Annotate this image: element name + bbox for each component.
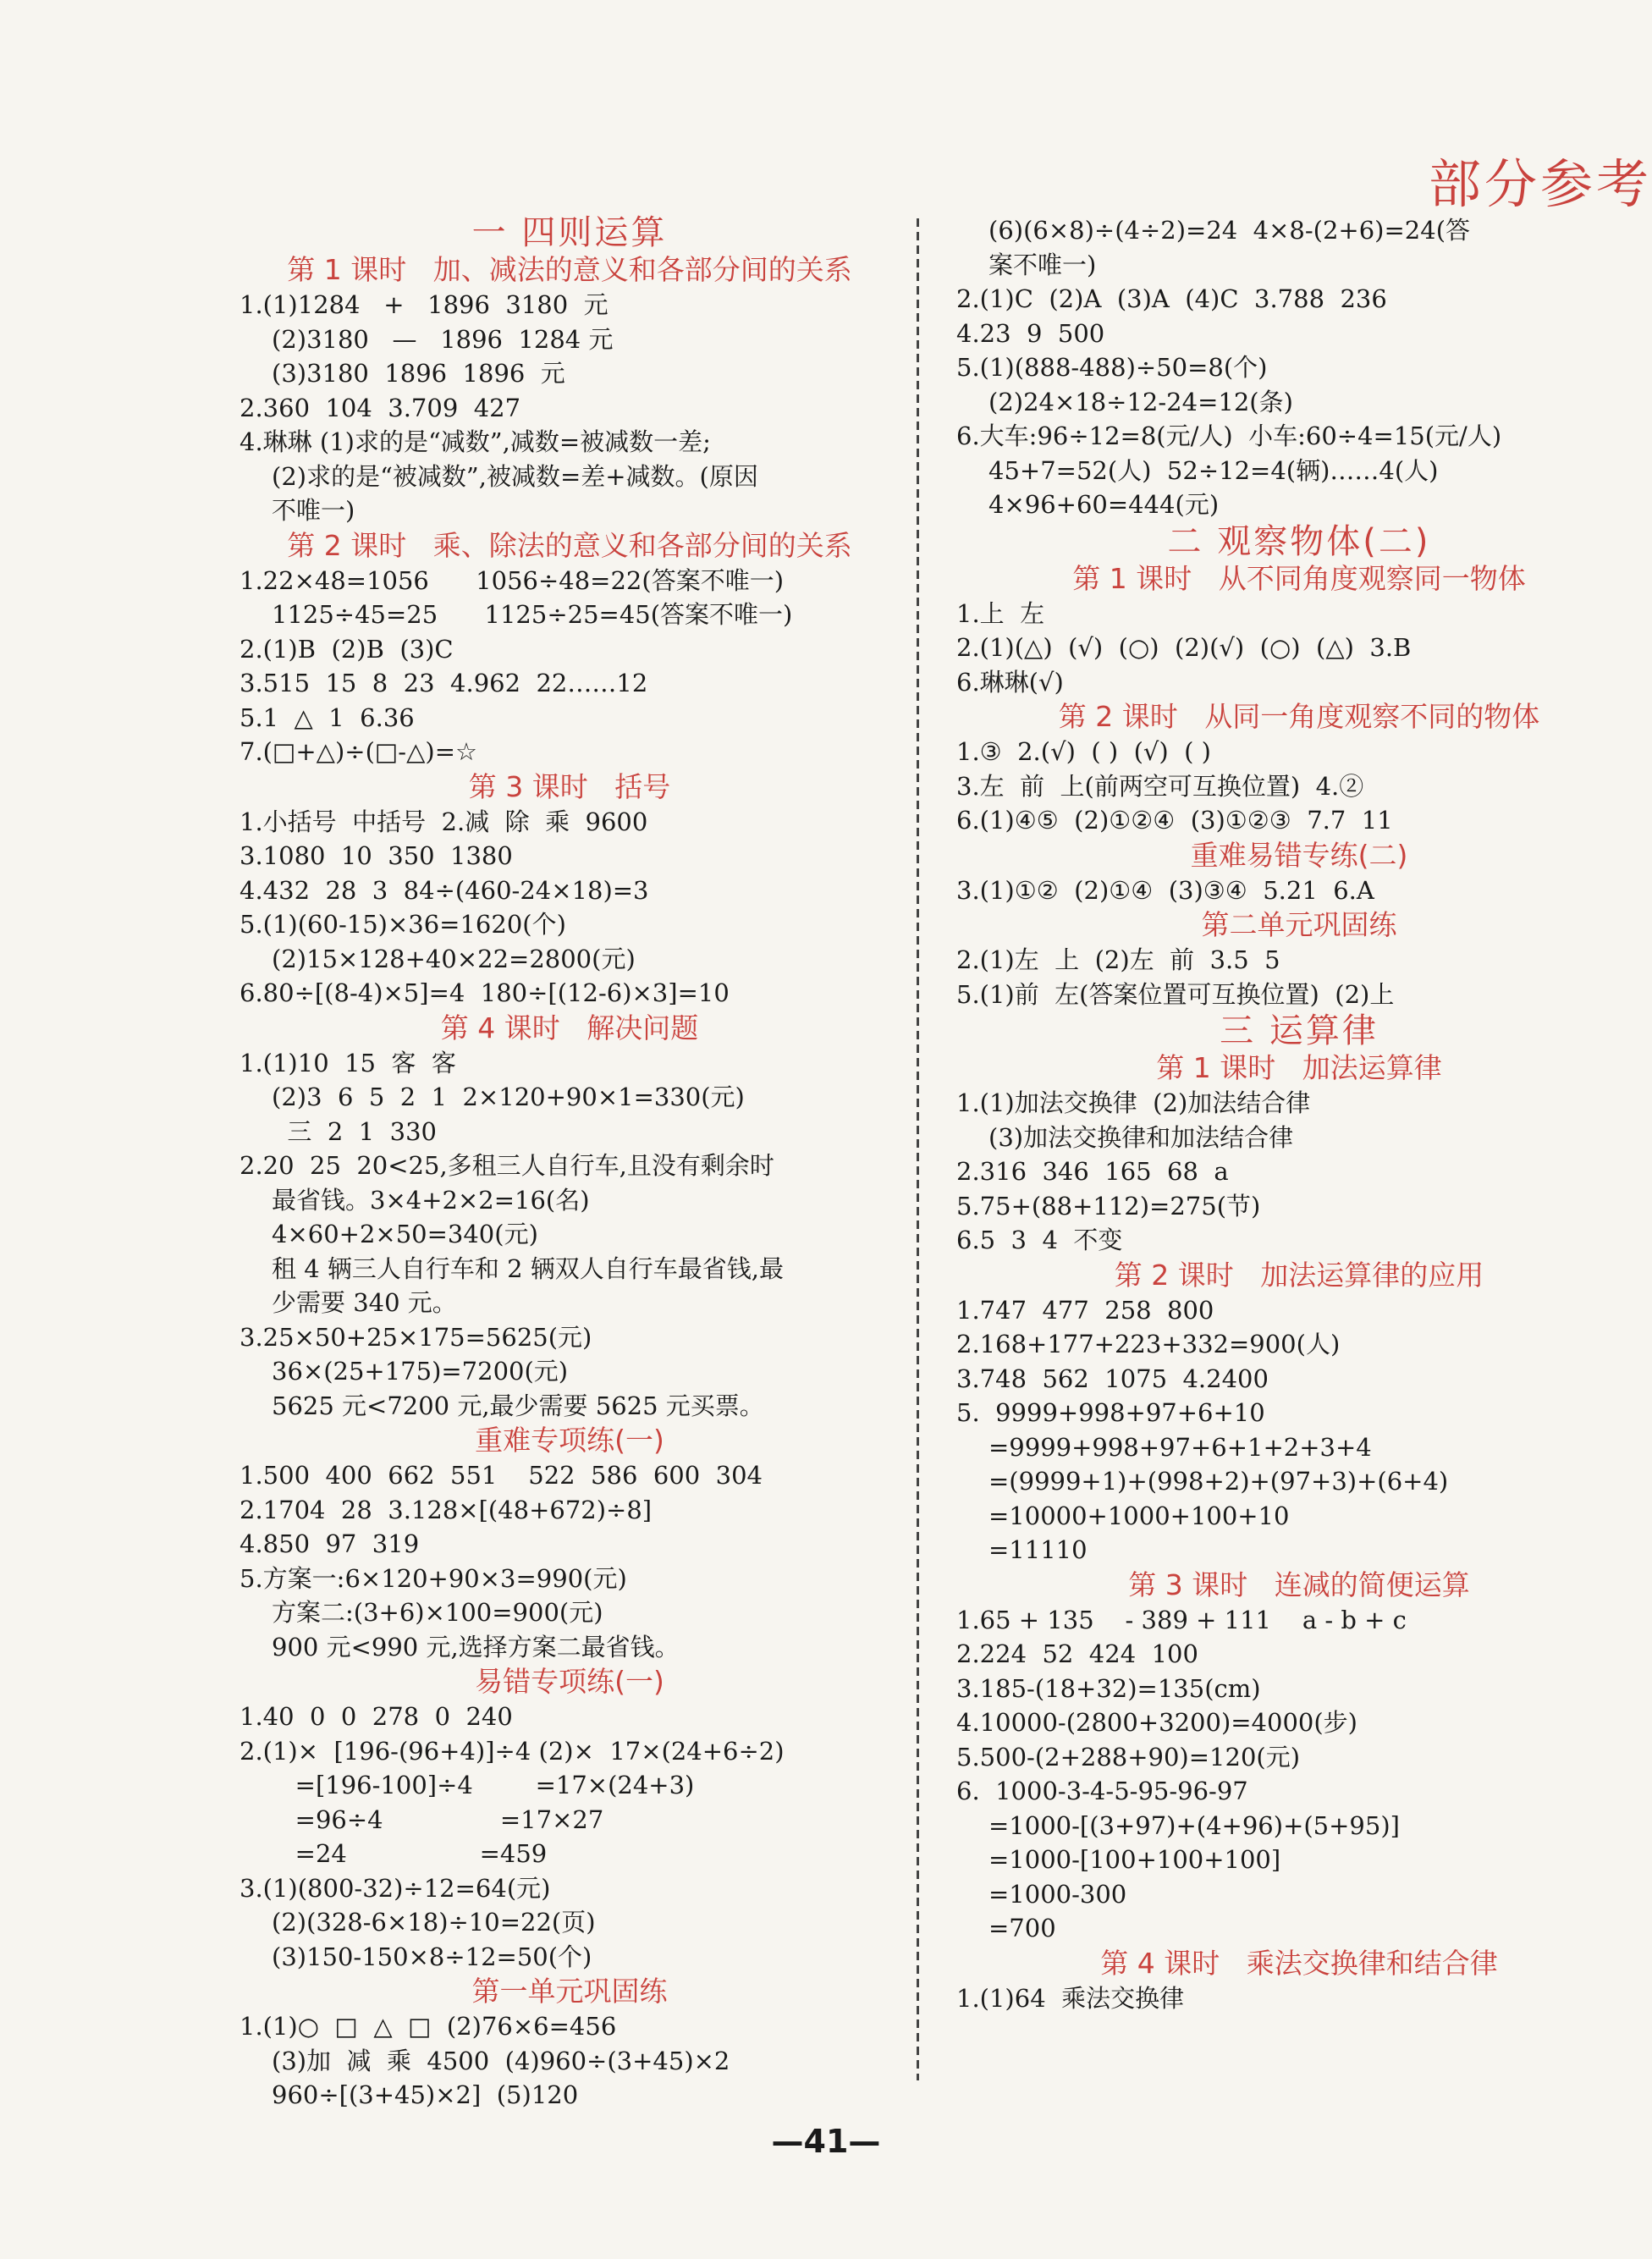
answer-line: 3.左 前 上(前两空可互换位置) 4.② bbox=[956, 771, 1364, 801]
answer-line: 36×(25+175)=7200(元) bbox=[272, 1357, 569, 1386]
lesson-heading: 重难专项练(一) bbox=[475, 1424, 664, 1457]
answer-line: 6. 1000-3-4-5-95-96-97 bbox=[956, 1777, 1248, 1805]
left-column bbox=[240, 213, 900, 2113]
answer-line: 2.(1)左 上 (2)左 前 3.5 5 bbox=[956, 945, 1280, 974]
answer-line: =10000+1000+100+10 bbox=[988, 1501, 1290, 1530]
answer-line: (3)加 减 乘 4500 (4)960÷(3+45)×2 bbox=[272, 2046, 730, 2075]
answer-line: 5.(1)(60-15)×36=1620(个) bbox=[240, 910, 566, 939]
answer-line: 6.琳琳(√) bbox=[956, 667, 1064, 697]
answer-line: 6.5 3 4 不变 bbox=[956, 1226, 1123, 1254]
answer-line: 方案二:(3+6)×100=900(元) bbox=[272, 1598, 603, 1627]
column-divider bbox=[917, 218, 919, 2080]
answer-line: 1.40 0 0 278 0 240 bbox=[240, 1702, 513, 1731]
lesson-heading: 第 4 课时 解决问题 bbox=[440, 1011, 699, 1044]
answer-line: 3.515 15 8 23 4.962 22……12 bbox=[240, 669, 648, 697]
answer-line: 4×96+60=444(元) bbox=[988, 490, 1220, 519]
answer-line: 4.10000-(2800+3200)=4000(步) bbox=[956, 1708, 1357, 1737]
answer-line: 6.大车:96÷12=8(元/人) 小车:60÷4=15(元/人) bbox=[956, 421, 1502, 450]
answer-line: =24 =459 bbox=[272, 1839, 548, 1868]
answer-line: 7.(□+△)÷(□-△)=☆ bbox=[240, 737, 478, 766]
answer-line: (3)加法交换律和加法结合律 bbox=[988, 1122, 1294, 1152]
lesson-heading: 重难易错专练(二) bbox=[1190, 838, 1408, 872]
answer-line: 1.上 左 bbox=[956, 598, 1045, 628]
answer-line: 1.65 + 135 - 389 + 111 a - b + c bbox=[956, 1605, 1407, 1634]
answer-line: 2.(1)B (2)B (3)C bbox=[240, 634, 454, 664]
answer-line: (6)(6×8)÷(4÷2)=24 4×8-(2+6)=24(答 bbox=[988, 216, 1471, 245]
answer-line: (3)150-150×8÷12=50(个) bbox=[272, 1942, 592, 1971]
answer-line: (2)15×128+40×22=2800(元) bbox=[272, 944, 636, 973]
answer-line: 3.185-(18+32)=135(cm) bbox=[956, 1673, 1261, 1703]
answer-line: 4.432 28 3 84÷(460-24×18)=3 bbox=[240, 875, 649, 905]
lesson-heading: 第 3 课时 括号 bbox=[468, 769, 671, 803]
section-heading: 一 四则运算 bbox=[471, 213, 668, 252]
answer-line: 1.③ 2.(√) ( ) (√) ( ) bbox=[956, 737, 1211, 766]
answer-line: =96÷4 =17×27 bbox=[272, 1804, 604, 1834]
lesson-heading: 第 2 课时 加法运算律的应用 bbox=[1114, 1258, 1484, 1292]
answer-line: (3)3180 1896 1896 元 bbox=[272, 359, 565, 388]
answer-line: 5. 9999+998+97+6+10 bbox=[956, 1398, 1265, 1427]
answer-line: 1.(1)○ □ △ □ (2)76×6=456 bbox=[240, 2012, 617, 2041]
answer-line: 2.168+177+223+332=900(人) bbox=[956, 1330, 1341, 1358]
answer-line: 2.(1)C (2)A (3)A (4)C 3.788 236 bbox=[956, 284, 1387, 313]
answer-line: 1.747 477 258 800 bbox=[956, 1295, 1214, 1325]
answer-line: =1000-[100+100+100] bbox=[988, 1845, 1281, 1874]
answer-line: 3.1080 10 350 1380 bbox=[240, 841, 513, 870]
answer-line: 4×60+2×50=340(元) bbox=[272, 1220, 538, 1248]
answer-line: 4.850 97 319 bbox=[240, 1529, 420, 1558]
answer-line: 5.75+(88+112)=275(节) bbox=[956, 1191, 1261, 1220]
lesson-heading: 易错专项练(一) bbox=[475, 1665, 664, 1698]
lesson-heading: 第 1 课时 从不同角度观察同一物体 bbox=[1072, 561, 1526, 595]
answer-line: 3.25×50+25×175=5625(元) bbox=[240, 1322, 592, 1352]
answer-line: 5.方案一:6×120+90×3=990(元) bbox=[240, 1563, 627, 1593]
answer-line: 900 元<990 元,选择方案二最省钱。 bbox=[272, 1632, 680, 1661]
answer-line: =700 bbox=[988, 1914, 1056, 1942]
lesson-heading: 第 4 课时 乘法交换律和结合律 bbox=[1100, 1946, 1498, 1980]
answer-line: 5625 元<7200 元,最少需要 5625 元买票。 bbox=[272, 1391, 764, 1420]
answer-line: 租 4 辆三人自行车和 2 辆双人自行车最省钱,最 bbox=[272, 1253, 784, 1283]
answer-line: 5.(1)前 左(答案位置可互换位置) (2)上 bbox=[956, 979, 1395, 1009]
answer-line: 2.1704 28 3.128×[(48+672)÷8] bbox=[240, 1495, 653, 1524]
lesson-heading: 第 2 课时 从同一角度观察不同的物体 bbox=[1058, 700, 1540, 733]
answer-line: 案不唯一) bbox=[988, 250, 1097, 279]
page-number: —41— bbox=[771, 2123, 881, 2160]
answer-line: (2)3 6 5 2 1 2×120+90×1=330(元) bbox=[272, 1083, 745, 1111]
answer-line: 4.琳琳 (1)求的是“减数”,减数=被减数一差; bbox=[240, 427, 711, 456]
answer-line: 1.500 400 662 551 522 586 600 304 bbox=[240, 1461, 763, 1490]
answer-line: 5.(1)(888-488)÷50=8(个) bbox=[956, 353, 1268, 382]
answer-line: 1.(1)64 乘法交换律 bbox=[956, 1983, 1185, 2013]
answer-line: =[196-100]÷4 =17×(24+3) bbox=[272, 1771, 695, 1799]
page-title: 部分参考 bbox=[1428, 153, 1652, 215]
answer-line: 5.1 △ 1 6.36 bbox=[240, 702, 415, 732]
lesson-heading: 第 1 课时 加、减法的意义和各部分间的关系 bbox=[287, 253, 852, 286]
answer-line: 2.20 25 20<25,多租三人自行车,且没有剩余时 bbox=[240, 1151, 774, 1180]
answer-line: 6.(1)④⑤ (2)①②④ (3)①②③ 7.7 11 bbox=[956, 806, 1393, 835]
answer-line: 三 2 1 330 bbox=[272, 1116, 437, 1146]
answer-line: 2.224 52 424 100 bbox=[956, 1639, 1198, 1668]
answer-line: 3.748 562 1075 4.2400 bbox=[956, 1364, 1269, 1393]
answer-line: 2.360 104 3.709 427 bbox=[240, 393, 521, 422]
answer-line: 1.小括号 中括号 2.减 除 乘 9600 bbox=[240, 807, 648, 836]
answer-line: 3.(1)①② (2)①④ (3)③④ 5.21 6.A bbox=[956, 875, 1374, 905]
answer-line: 2.316 346 165 68 a bbox=[956, 1157, 1229, 1186]
section-heading: 二 观察物体(二) bbox=[1167, 521, 1431, 561]
section-heading: 三 运算律 bbox=[1220, 1011, 1379, 1050]
answer-line: 1125÷45=25 1125÷25=45(答案不唯一) bbox=[272, 600, 793, 629]
answer-line: 3.(1)(800-32)÷12=64(元) bbox=[240, 1873, 551, 1903]
answer-line: 1.22×48=1056 1056÷48=22(答案不唯一) bbox=[240, 565, 785, 595]
answer-line: 不唯一) bbox=[272, 496, 355, 525]
right-column bbox=[956, 213, 1642, 2015]
answer-line: 最省钱。3×4+2×2=16(名) bbox=[272, 1185, 590, 1215]
answer-line: =9999+998+97+6+1+2+3+4 bbox=[988, 1432, 1372, 1462]
answer-line: 1.(1)1284 + 1896 3180 元 bbox=[240, 290, 608, 319]
answer-line: (2)(328-6×18)÷10=22(页) bbox=[272, 1908, 596, 1937]
lesson-heading: 第二单元巩固练 bbox=[1201, 908, 1397, 941]
lesson-heading: 第 3 课时 连减的简便运算 bbox=[1128, 1568, 1470, 1601]
answer-line: (2)24×18÷12-24=12(条) bbox=[988, 387, 1293, 416]
answer-line: 2.(1)× [196-(96+4)]÷4 (2)× 17×(24+6÷2) bbox=[240, 1736, 785, 1766]
answer-line: 960÷[(3+45)×2] (5)120 bbox=[272, 2080, 579, 2109]
answer-line: 2.(1)(△) (√) (○) (2)(√) (○) (△) 3.B bbox=[956, 633, 1412, 662]
answer-line: 1.(1)加法交换律 (2)加法结合律 bbox=[956, 1088, 1311, 1117]
answer-line: 45+7=52(人) 52÷12=4(辆)……4(人) bbox=[988, 455, 1439, 485]
lesson-heading: 第 1 课时 加法运算律 bbox=[1156, 1051, 1442, 1084]
answer-line: 5.500-(2+288+90)=120(元) bbox=[956, 1742, 1301, 1771]
answer-line: =1000-[(3+97)+(4+96)+(5+95)] bbox=[988, 1810, 1400, 1840]
answer-line: 1.(1)10 15 客 客 bbox=[240, 1048, 456, 1077]
answer-line: 4.23 9 500 bbox=[956, 318, 1105, 348]
answer-line: 少需要 340 元。 bbox=[272, 1288, 457, 1317]
answer-line: =1000-300 bbox=[988, 1879, 1127, 1909]
answer-line: =(9999+1)+(998+2)+(97+3)+(6+4) bbox=[988, 1467, 1449, 1496]
answer-line: (2)求的是“被减数”,被减数=差+减数。(原因 bbox=[272, 461, 758, 491]
answer-line: 6.80÷[(8-4)×5]=4 180÷[(12-6)×3]=10 bbox=[240, 978, 730, 1007]
answer-line: (2)3180 — 1896 1284 元 bbox=[272, 324, 614, 354]
answer-line: =11110 bbox=[988, 1535, 1088, 1564]
lesson-heading: 第一单元巩固练 bbox=[471, 1975, 668, 2008]
lesson-heading: 第 2 课时 乘、除法的意义和各部分间的关系 bbox=[287, 528, 852, 562]
